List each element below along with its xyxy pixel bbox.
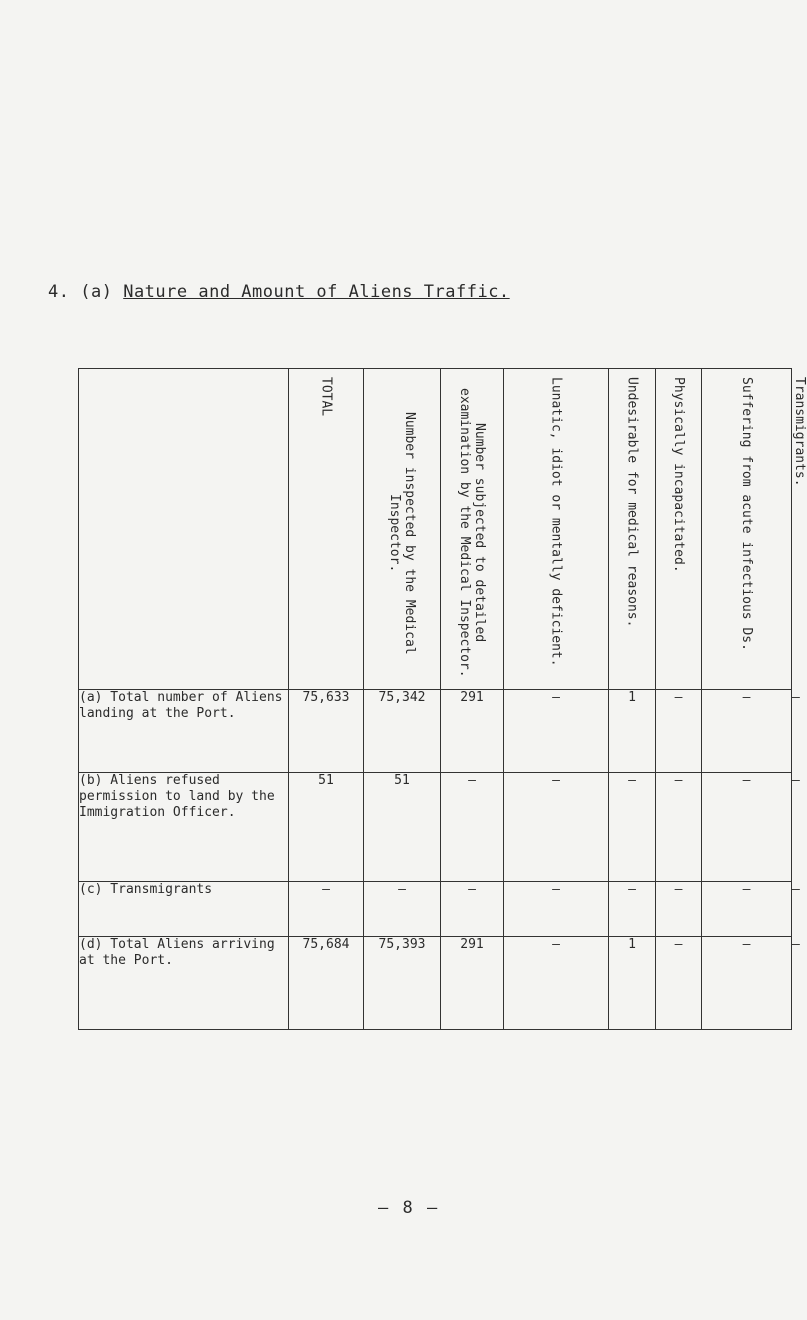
page-number: – 8 – [378,1198,440,1218]
section-title: Nature and Amount of Aliens Traffic. [123,282,510,302]
header-row: TOTAL Number inspected by the Medical Inspector. Number subjected to detailed examination by the Medical Inspector. Lunatic, idiot or mentally deficient. Undesirable for medical reasons. Physically incapacitated. Suffering from acute infectious Ds. Transmigrants. [79,369,792,690]
col-header-detailed-exam: Number subjected to detailed examination by the Medical Inspector. [441,369,504,690]
table-cell: – [656,773,702,882]
table-cell: – [609,882,656,937]
table-cell: – [364,882,441,937]
header-corner-cell [79,369,289,690]
col-header-infectious: Suffering from acute infectious Ds. [702,369,792,690]
table-cell: – [702,773,792,882]
table-row: (d) Total Aliens arriving at the Port. 75,684 75,393 291 – 1 – – – [79,937,792,1030]
table-cell: – [504,773,609,882]
col-header-total: TOTAL [289,369,364,690]
table-row: (c) Transmigrants – – – – – – – – [79,882,792,937]
section-label: (a) [80,282,113,302]
table-cell: – [656,937,702,1030]
row-label: (a) Total number of Aliens landing at the Port. [79,690,289,773]
table-cell: – [289,882,364,937]
table-cell: 1 [609,690,656,773]
table-row: (a) Total number of Aliens landing at the Port. 75,633 75,342 291 – 1 – – – [79,690,792,773]
table-cell: 291 [441,690,504,773]
table-cell: 75,684 [289,937,364,1030]
table-cell: – [609,773,656,882]
col-header-undesirable: Undesirable for medical reasons. [609,369,656,690]
col-header-inspected: Number inspected by the Medical Inspector. [364,369,441,690]
table-cell: 75,393 [364,937,441,1030]
table-cell: – [702,937,792,1030]
table-cell: 1 [609,937,656,1030]
table-row: (b) Aliens refused permission to land by the Immigration Officer. 51 51 – – – – – – [79,773,792,882]
table-cell: 75,342 [364,690,441,773]
table-cell: – [441,773,504,882]
row-label: (c) Transmigrants [79,882,289,937]
table-cell: 51 [364,773,441,882]
row-label: (d) Total Aliens arriving at the Port. [79,937,289,1030]
table-cell: 75,633 [289,690,364,773]
section-heading [48,282,510,302]
col-header-incapacitated: Physically incapacitated. [656,369,702,690]
table-cell: – [656,690,702,773]
aliens-traffic-table [78,368,807,1030]
table-cell: – [702,882,792,937]
table-cell: – [702,690,792,773]
table-cell: 51 [289,773,364,882]
table-cell: 291 [441,937,504,1030]
section-number: 4. [48,282,70,302]
table-cell: – [504,690,609,773]
row-label: (b) Aliens refused permission to land by the Immigration Officer. [79,773,289,882]
table-cell: – [504,882,609,937]
table-cell: – [504,937,609,1030]
table-cell: – [656,882,702,937]
col-header-lunatic: Lunatic, idiot or mentally deficient. [504,369,609,690]
table-cell: – [441,882,504,937]
